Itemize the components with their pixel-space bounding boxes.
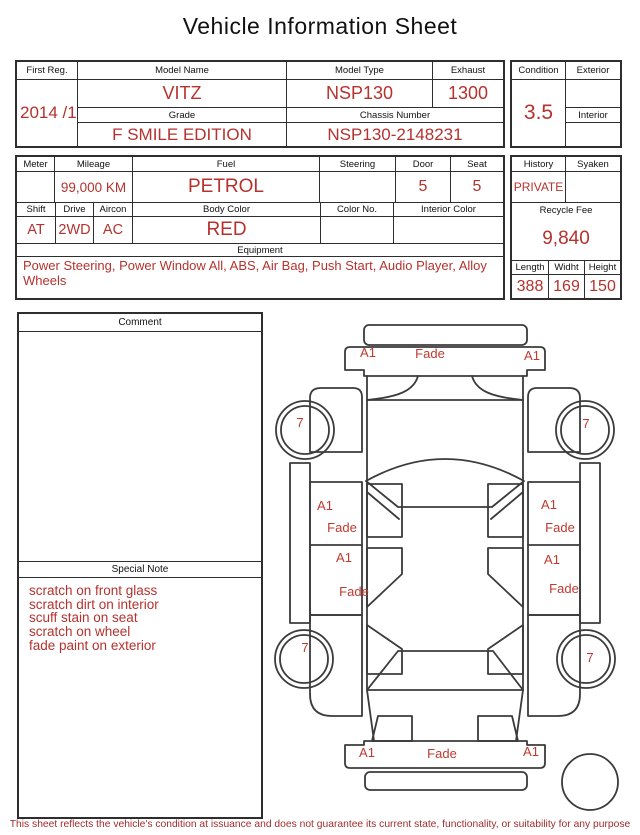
length-value: 388 — [516, 277, 544, 295]
history-value: PRIVATE — [513, 180, 564, 194]
door-label: Door — [396, 157, 450, 172]
seat-value: 5 — [472, 178, 482, 195]
damage-label-right-front-door-2: Fade — [545, 520, 575, 535]
special-note-label: Special Note — [19, 561, 261, 578]
syaken-label: Syaken — [566, 157, 620, 172]
fuel-value: PETROL — [187, 176, 265, 197]
exhaust-value: 1300 — [447, 83, 489, 103]
damage-label-left-front-door-2: Fade — [327, 520, 357, 535]
rear-right-wheel-inner — [562, 635, 610, 683]
comment-value — [19, 332, 261, 561]
spare-wheel — [562, 754, 618, 810]
right-rear-window — [488, 548, 523, 607]
interior-color-label: Interior Color — [394, 203, 503, 217]
special-note-line: scuff stain on seat — [29, 610, 138, 626]
width-label: Widht — [549, 261, 584, 275]
length-label: Length — [512, 261, 548, 275]
meter-value — [17, 172, 54, 202]
condition-table — [510, 60, 622, 148]
rear-right-quarter — [528, 615, 580, 716]
a-pillar-right — [491, 492, 523, 519]
fuel-label: Fuel — [133, 157, 319, 172]
steering-label: Steering — [320, 157, 395, 172]
condition-value: 3.5 — [523, 101, 554, 124]
rear-left-wheel — [275, 630, 333, 688]
recycle-fee-label: Recycle Fee — [539, 204, 593, 216]
special-note-line: scratch on wheel — [29, 624, 131, 640]
aircon-value: AC — [102, 222, 124, 238]
left-doors — [310, 482, 362, 615]
exterior-value — [566, 80, 620, 107]
chassis-number-value: NSP130-2148231 — [327, 124, 463, 144]
right-doors — [528, 482, 580, 615]
equipment-label: Equipment — [17, 243, 503, 257]
color-no-label: Color No. — [321, 203, 393, 217]
exhaust-label: Exhaust — [433, 62, 503, 80]
left-rear-window — [367, 548, 402, 607]
rear-right-wheel — [557, 630, 615, 688]
interior-value — [566, 123, 620, 146]
grade-value: F SMILE EDITION — [112, 124, 252, 144]
mileage-value: 99,000 KM — [60, 179, 127, 195]
tailgate-left — [367, 690, 374, 741]
body-color-value: RED — [206, 219, 247, 240]
height-label: Height — [585, 261, 620, 275]
front-bumper — [345, 347, 545, 376]
damage-label-right-front-door: A1 — [541, 497, 557, 512]
left-quarter-window — [367, 625, 402, 674]
front-left-wheel-inner — [281, 406, 329, 454]
special-note-line: scratch on front glass — [29, 582, 158, 598]
windshield — [366, 459, 524, 507]
special-note-list — [19, 578, 261, 817]
hood-arc-right — [472, 376, 523, 400]
right-tail-light — [478, 716, 518, 741]
seat-label: Seat — [451, 157, 503, 172]
aircon-label: Aircon — [94, 203, 132, 217]
damage-label-front-right-wheel: 7 — [582, 416, 590, 431]
specs-table — [15, 155, 505, 300]
a-pillar-left — [367, 492, 399, 519]
front-left-wheel — [276, 401, 334, 459]
front-right-fender — [528, 388, 580, 452]
rear-bumper-strip — [365, 772, 527, 790]
damage-label-front-bumper-left: A1 — [360, 345, 376, 360]
front-right-wheel — [556, 401, 614, 459]
drive-value: 2WD — [58, 222, 91, 238]
condition-label: Condition — [512, 62, 565, 80]
color-no-value — [321, 217, 393, 243]
height-value: 150 — [589, 277, 616, 295]
front-right-wheel-inner — [561, 406, 609, 454]
damage-label-rear-bumper-center: Fade — [427, 746, 457, 761]
model-name-value: VITZ — [162, 83, 202, 103]
comment-label: Comment — [19, 314, 261, 332]
comment-panel — [17, 312, 263, 819]
damage-label-right-rear-door-2: Fade — [549, 581, 579, 596]
tailgate-right — [516, 690, 523, 741]
rear-left-quarter — [310, 615, 362, 716]
width-value: 169 — [553, 277, 580, 295]
syaken-value — [566, 172, 620, 202]
first-reg-label: First Reg. — [17, 62, 77, 80]
history-table — [510, 155, 622, 300]
rear-bumper — [345, 741, 545, 768]
damage-label-left-front-door: A1 — [317, 498, 333, 513]
interior-label: Interior — [566, 107, 620, 123]
interior-color-value — [394, 217, 503, 243]
model-type-value: NSP130 — [325, 83, 394, 103]
front-bumper-strip — [364, 325, 527, 345]
damage-label-rear-bumper-left: A1 — [359, 745, 375, 760]
right-sill — [580, 463, 600, 623]
left-front-window — [367, 484, 402, 537]
body-color-label: Body Color — [133, 203, 320, 217]
damage-label-left-rear-door-2: Fade — [339, 584, 369, 599]
steering-value — [320, 172, 395, 202]
drive-label: Drive — [56, 203, 93, 217]
model-type-label: Model Type — [287, 62, 432, 80]
shift-label: Shift — [17, 203, 55, 217]
right-front-window — [488, 484, 523, 537]
mileage-label: Mileage — [55, 157, 132, 172]
recycle-fee-value: 9,840 — [542, 227, 590, 249]
model-name-label: Model Name — [78, 62, 286, 80]
damage-label-rear-bumper-right: A1 — [523, 744, 539, 759]
door-value: 5 — [418, 178, 428, 195]
damage-label-left-rear-door: A1 — [336, 550, 352, 565]
damage-label-front-left-wheel: 7 — [296, 415, 304, 430]
hood-arc-left — [367, 376, 418, 400]
meter-label: Meter — [17, 157, 54, 172]
damage-label-rear-left-wheel: 7 — [301, 640, 309, 655]
special-note-line: fade paint on exterior — [29, 637, 156, 653]
registration-table — [15, 60, 505, 148]
damage-label-right-rear-door: A1 — [544, 552, 560, 567]
disclaimer-text: This sheet reflects the vehicle's condition at issuance and does not guarantee its current state, functionality, or suitability for any purpose — [9, 819, 631, 830]
grade-label: Grade — [78, 108, 286, 123]
exterior-label: Exterior — [566, 62, 620, 80]
right-quarter-window — [488, 625, 523, 674]
shift-value: AT — [27, 222, 45, 238]
chassis-number-label: Chassis Number — [287, 108, 503, 123]
left-sill — [290, 463, 310, 623]
damage-label-front-bumper-right: A1 — [524, 348, 540, 363]
special-note-line: scratch dirt on interior — [29, 596, 159, 612]
equipment-value: Power Steering, Power Window All, ABS, Air Bag, Push Start, Audio Player, Alloy Wheels — [23, 258, 487, 288]
left-tail-light — [372, 716, 412, 741]
first-reg-value: 2014 /1 — [20, 103, 77, 123]
damage-label-rear-right-wheel: 7 — [586, 650, 594, 665]
damage-label-front-bumper-center: Fade — [415, 346, 445, 361]
rear-window — [367, 651, 523, 690]
front-left-fender — [310, 388, 362, 452]
page-title: Vehicle Information Sheet — [182, 13, 458, 39]
history-label: History — [512, 157, 565, 172]
rear-left-wheel-inner — [280, 635, 328, 683]
